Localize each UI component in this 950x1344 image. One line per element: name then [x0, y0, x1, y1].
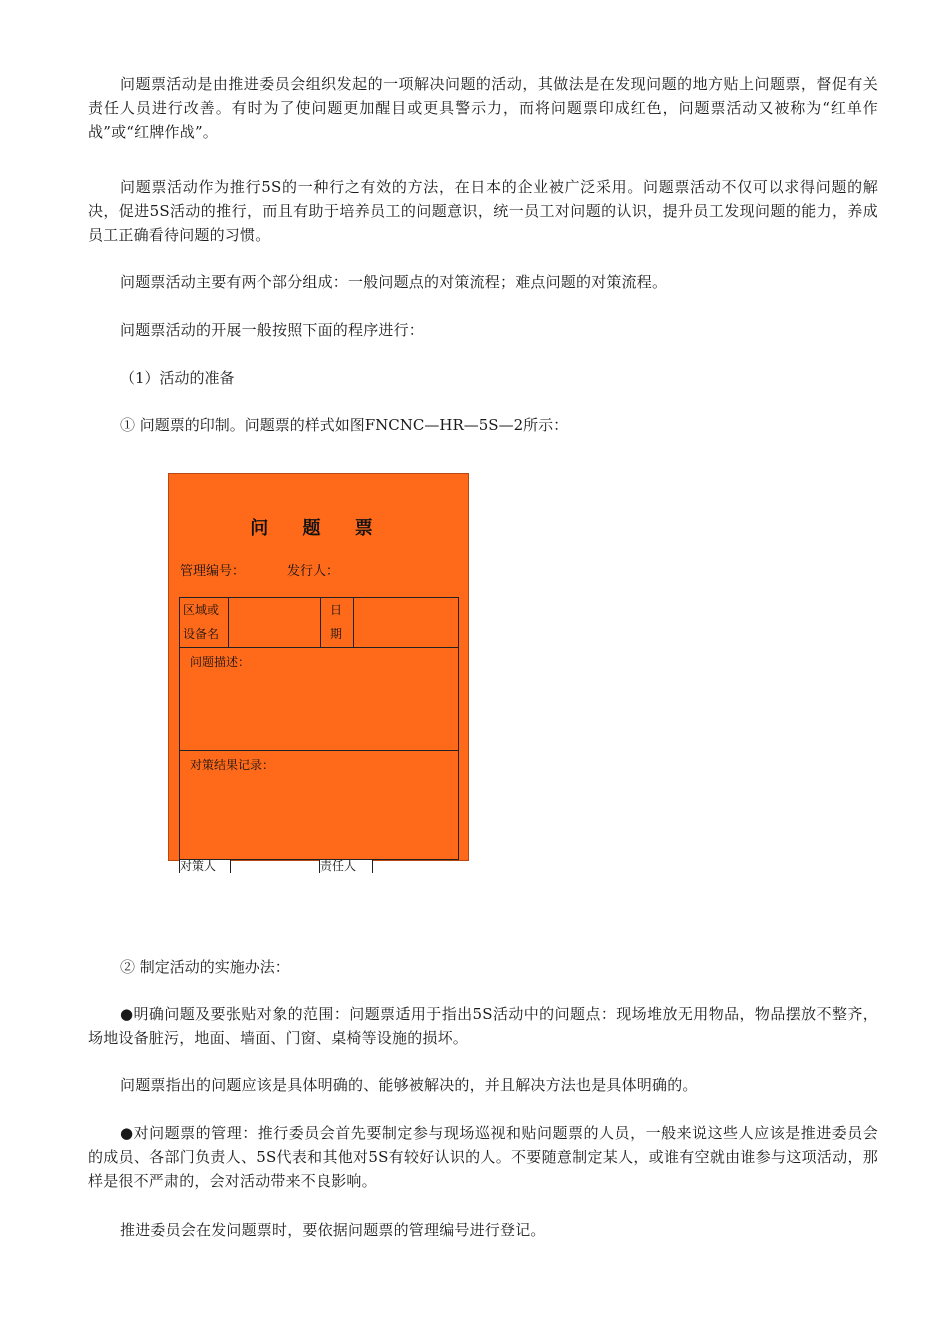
ticket-owner-cell — [319, 860, 373, 873]
paragraph-scope: ●明确问题及要张贴对象的范围：问题票适用于指出5S活动中的问题点：现场堆放无用物品，物品摆放不整齐，场地设备脏污，地面、墙面、门窗、桌椅等设施的损坏。 — [88, 1005, 878, 1047]
ticket-handler-label: 对策人 — [180, 860, 217, 873]
ticket-date-label-1: 日 — [330, 603, 343, 617]
ticket-owner-label: 责任人 — [320, 860, 357, 873]
ticket-result-label: 对策结果记录： — [190, 758, 275, 772]
ticket-mgmt-no-label: 管理编号： — [180, 564, 246, 579]
ticket-form-grid — [179, 597, 459, 860]
ticket-handler-cell — [179, 860, 231, 873]
step-implementation: ② 制定活动的实施办法： — [120, 958, 290, 976]
ticket-problem-label: 问题描述： — [190, 655, 251, 669]
paragraph-components: 问题票活动主要有两个部分组成：一般问题点的对策流程；难点问题的对策流程。 — [120, 273, 668, 291]
step-ticket-printing: ① 问题票的印制。问题票的样式如图FNCNC—HR—5S—2所示： — [120, 416, 569, 434]
section-preparation: （1）活动的准备 — [120, 369, 235, 387]
paragraph-management: ●对问题票的管理：推行委员会首先要制定参与现场巡视和贴问题票的人员，一般来说这些人应该是推进委员会的成员、各部门负责人、5S代表和其他对5S有较好认识的人。不要随意制定某人，或谁有空就由谁参与这项活动，那样是很不严肃的，会对活动带来不良影响。 — [88, 1124, 878, 1190]
paragraph-procedure: 问题票活动的开展一般按照下面的程序进行： — [120, 321, 425, 339]
ticket-title: 问 题 票 — [250, 518, 387, 539]
ticket-issuer-label: 发行人： — [287, 564, 340, 579]
ticket-area-label-2: 设备名 — [183, 627, 220, 641]
paragraph-5s-method: 问题票活动作为推行5S的一种行之有效的方法，在日本的企业被广泛采用。问题票活动不仅可以求得问题的解决，促进5S活动的推行，而且有助于培养员工的问题意识，统一员工对问题的认识，提升员工发现问题的能力，养成员工正确看待问题的习惯。 — [88, 178, 878, 244]
paragraph-intro: 问题票活动是由推进委员会组织发起的一项解决问题的活动，其做法是在发现问题的地方贴上问题票，督促有关责任人员进行改善。有时为了使问题更加醒目或更具警示力，而将问题票印成红色，问题票活动又被称为“红单作战”或“红牌作战”。 — [88, 75, 878, 141]
ticket-area-label-1: 区域或 — [183, 603, 220, 617]
ticket-date-label-2: 期 — [330, 627, 343, 641]
paragraph-registration: 推进委员会在发问题票时，要依据问题票的管理编号进行登记。 — [120, 1221, 546, 1239]
paragraph-specific: 问题票指出的问题应该是具体明确的、能够被解决的，并且解决方法也是具体明确的。 — [120, 1076, 698, 1094]
